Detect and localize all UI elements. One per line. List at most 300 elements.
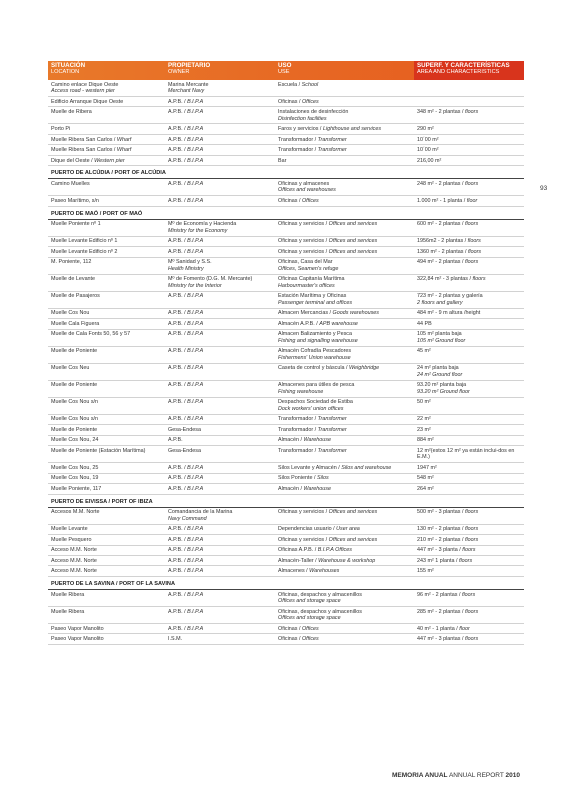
cell-text: A.P.B. / <box>168 136 188 143</box>
cell-text: Oficinas y servicios / <box>278 221 329 228</box>
table-row <box>48 135 524 145</box>
cell-location <box>48 237 165 246</box>
cell-use <box>275 607 414 623</box>
cell-use <box>275 556 414 565</box>
table-row <box>48 220 524 237</box>
cell-text: Muelle de Poniente <box>51 382 98 389</box>
cell-translation: B.I.P.A <box>187 526 204 533</box>
cell-area <box>414 97 524 106</box>
table-row <box>48 275 524 292</box>
cell-translation: B.I.P.A <box>187 331 204 338</box>
cell-translation: Weighbridge <box>349 365 380 372</box>
cell-translation: floors <box>464 109 479 116</box>
cell-use <box>275 436 414 445</box>
cell-text: 96 m² - 2 plantas / <box>417 591 462 598</box>
cell-text: A.P.B. / <box>168 348 188 355</box>
header-location: SITUACIÓN LOCATION <box>51 62 86 75</box>
cell-location <box>48 97 165 106</box>
cell-text: Muelle de Ribera <box>51 109 92 116</box>
cell-translation: floors <box>467 248 482 255</box>
cell-translation: Ministry for the Interior <box>168 282 222 289</box>
cell-use <box>275 107 414 123</box>
cell-area <box>414 220 524 236</box>
cell-text: A.P.B. <box>168 437 183 444</box>
cell-owner <box>165 347 275 363</box>
cell-text: 40 m² - 1 planta / <box>417 625 460 632</box>
cell-location <box>48 179 165 195</box>
cell-location <box>48 107 165 123</box>
table-row <box>48 364 524 381</box>
cell-text: 290 m² <box>417 126 434 133</box>
cell-translation: Warehouses <box>309 568 340 575</box>
table-row <box>48 398 524 415</box>
cell-translation: Transformer <box>317 416 347 423</box>
cell-area <box>414 381 524 397</box>
cell-translation: B.I.P.A <box>187 416 204 423</box>
cell-text: Muelle Pesquero <box>51 536 92 543</box>
cell-text: Almacen Balizamiento y Pesca <box>278 331 353 338</box>
cell-area <box>414 590 524 606</box>
cell-text: Camino enlace Dique Oeste <box>51 81 119 88</box>
cell-text: Acceso M.M. Norte <box>51 547 97 554</box>
cell-text: 264 m² <box>417 485 434 492</box>
cell-text: A.P.B. / <box>168 310 188 317</box>
cell-translation: B.I.P.A <box>187 293 204 300</box>
cell-location <box>48 292 165 308</box>
cell-text: Transformador / <box>278 136 318 143</box>
cell-translation: Western pier <box>94 157 125 164</box>
cell-text: Acceso M.M. Norte <box>51 557 97 564</box>
cell-translation: Offices and storage space <box>278 615 341 622</box>
cell-text: Oficinas / <box>278 197 302 204</box>
cell-translation: floors <box>464 526 479 533</box>
cell-translation: B.I.P.A <box>187 547 204 554</box>
cell-text: A.P.B. / <box>168 126 188 133</box>
cell-text: Muelle Levante Edificio nº 2 <box>51 248 118 255</box>
cell-text: Oficinas y servicios / <box>278 536 329 543</box>
cell-translation: B.I.P.A <box>187 248 204 255</box>
cell-translation: Lighthouse and services <box>322 126 382 133</box>
cell-translation: B.I.P.A <box>187 536 204 543</box>
cell-owner <box>165 80 275 96</box>
cell-location <box>48 463 165 472</box>
cell-text: 447 m² - 3 planta / <box>417 547 463 554</box>
cell-owner <box>165 446 275 462</box>
cell-use <box>275 237 414 246</box>
table-row <box>48 463 524 473</box>
cell-text: Oficinas, Casa del Mar <box>278 259 333 266</box>
cell-text: Estación Marítima y Oficinas <box>278 293 347 300</box>
cell-text: Oficinas A.P.B. / <box>278 547 318 554</box>
cell-text: Escuela / <box>278 81 302 88</box>
cell-location <box>48 398 165 414</box>
cell-text: Muelle Cos Nou s/n <box>51 399 99 406</box>
cell-translation: floors <box>467 238 481 245</box>
cell-owner <box>165 309 275 318</box>
cell-use <box>275 247 414 256</box>
cell-use <box>275 566 414 575</box>
cell-text: Muelle de Poniente (Estación Marítima) <box>51 447 146 454</box>
section-title: PUERTO DE MAÓ / PORT OF MAÓ <box>48 209 524 220</box>
cell-use <box>275 624 414 633</box>
cell-translation: B.I.P.A <box>187 157 204 164</box>
cell-owner <box>165 381 275 397</box>
cell-owner <box>165 590 275 606</box>
cell-translation: Offices and services <box>328 509 378 516</box>
cell-translation: Offices, Seamen's refuge <box>278 265 339 272</box>
cell-text: Muelle de Poniente <box>51 426 98 433</box>
cell-area <box>414 156 524 165</box>
cell-text: A.P.B. / <box>168 331 188 338</box>
cell-translation: B.I.P.A <box>187 238 204 245</box>
cell-translation: floors <box>472 276 486 283</box>
cell-location <box>48 474 165 483</box>
table-row <box>48 415 524 425</box>
cell-text: A.P.B. / <box>168 591 188 598</box>
cell-text: Oficinas, despachos y almacenillos <box>278 591 362 598</box>
cell-use <box>275 258 414 274</box>
cell-text: A.P.B. / <box>168 147 188 154</box>
cell-location <box>48 446 165 462</box>
cell-translation: floors <box>464 636 479 642</box>
table-row <box>48 474 524 484</box>
cell-text: 10´00 m² <box>417 147 439 154</box>
cell-area <box>414 634 524 643</box>
cell-location <box>48 425 165 434</box>
cell-text: Muelle Levante Edificio nº 1 <box>51 238 118 245</box>
cell-location <box>48 508 165 524</box>
cell-text: Silos Poniente / <box>278 475 317 482</box>
cell-text: Acceso M.M. Norte <box>51 568 97 575</box>
cell-owner <box>165 546 275 555</box>
cell-area <box>414 275 524 291</box>
cell-area <box>414 624 524 633</box>
cell-text: Accesos M.M. Norte <box>51 509 100 516</box>
cell-text: Dependencias usuario / <box>278 526 337 533</box>
cell-text: M. Poniente, 112 <box>51 259 92 266</box>
cell-translation: Warehouse & workshop <box>318 557 376 564</box>
cell-area <box>414 556 524 565</box>
cell-area <box>414 237 524 246</box>
cell-location <box>48 145 165 154</box>
cell-text: Almacenes / <box>278 568 310 575</box>
cell-owner <box>165 436 275 445</box>
cell-text: A.P.B. / <box>168 625 188 632</box>
cell-text: 12 m²(estos 12 m² ya están inclui-dos en E.M.) <box>417 447 515 461</box>
cell-area <box>414 607 524 623</box>
cell-text: Dique del Oeste / <box>51 157 95 164</box>
cell-text: 548 m² <box>417 475 434 482</box>
table-header <box>48 61 524 80</box>
cell-area <box>414 436 524 445</box>
cell-text: Comandancia de la Marina <box>168 509 233 516</box>
cell-translation: Transformer <box>317 426 347 433</box>
cell-text: 447 m² - 3 plantas / <box>417 636 465 642</box>
cell-translation: Offices and services <box>328 238 378 245</box>
cell-text: Porto Pi <box>51 126 71 133</box>
cell-translation: floors <box>464 536 479 543</box>
cell-text: Almacén / <box>278 485 304 492</box>
cell-text: A.P.B. / <box>168 464 188 471</box>
cell-text: Transformador / <box>278 416 318 423</box>
cell-owner <box>165 463 275 472</box>
cell-translation: floors <box>458 557 473 564</box>
cell-translation: Offices <box>301 197 319 204</box>
cell-use <box>275 80 414 96</box>
cell-text: 1360 m² - 2 plantas / <box>417 248 468 255</box>
cell-text: Muelle de Levante <box>51 276 96 283</box>
cell-translation: School <box>301 81 319 88</box>
cell-text: 1.000 m² - 1 planta / <box>417 197 467 204</box>
table-row <box>48 292 524 309</box>
cell-translation: Transformer <box>317 147 347 154</box>
cell-translation: Silos and warehouse <box>341 464 392 471</box>
cell-translation: Health Ministry <box>168 265 204 272</box>
cell-translation: B.I.P.A <box>187 98 204 105</box>
cell-text: 105 m² planta baja <box>417 331 462 338</box>
cell-location <box>48 258 165 274</box>
table-row <box>48 258 524 275</box>
cell-owner <box>165 508 275 524</box>
cell-text: Almacenes para útiles de pesca <box>278 382 355 389</box>
cell-text: A.P.B. / <box>168 526 188 533</box>
cell-owner <box>165 398 275 414</box>
cell-area <box>414 415 524 424</box>
cell-text: A.P.B. / <box>168 475 188 482</box>
cell-text: Almacén A.P.B. / <box>278 320 320 327</box>
cell-area <box>414 508 524 524</box>
section-title: PUERTO DE ALCÚDIA / PORT OF ALCÚDIA <box>48 168 524 179</box>
cell-text: Muelle Ribera <box>51 591 85 598</box>
cell-location <box>48 556 165 565</box>
cell-use <box>275 135 414 144</box>
cell-area <box>414 398 524 414</box>
table-row <box>48 237 524 247</box>
table-row <box>48 508 524 525</box>
table-row <box>48 156 524 166</box>
cell-translation: B.I.P.A <box>187 464 204 471</box>
cell-text: A.P.B. / <box>168 399 188 406</box>
cell-translation: Offices and services <box>328 536 378 543</box>
cell-area <box>414 309 524 318</box>
cell-text: Gesa-Endesa <box>168 426 201 433</box>
cell-text: 22 m² <box>417 416 431 423</box>
cell-translation: Offices and services <box>328 221 378 228</box>
footer-rest: ANNUAL REPORT <box>447 772 506 779</box>
cell-text: Oficinas / <box>278 98 302 105</box>
cell-text: A.P.B. / <box>168 320 188 327</box>
cell-use <box>275 179 414 195</box>
cell-text: A.P.B. / <box>168 98 188 105</box>
cell-text: Muelle de Pasajeros <box>51 293 100 300</box>
cell-area <box>414 135 524 144</box>
cell-owner <box>165 319 275 328</box>
cell-text: Mº Sanidad y S.S. <box>168 259 212 266</box>
cell-translation: 105 m² Ground floor <box>417 337 466 344</box>
cell-text: Muelle Cos Neu <box>51 365 90 372</box>
cell-use <box>275 309 414 318</box>
cell-text: 93.20 m² planta baja <box>417 382 467 389</box>
cell-translation: B.I.P.A Offices <box>317 547 352 554</box>
table-row <box>48 607 524 624</box>
table-row <box>48 145 524 155</box>
cell-text: Oficinas y servicios / <box>278 509 329 516</box>
cell-translation: User area <box>336 526 360 533</box>
cell-text: A.P.B. / <box>168 608 188 615</box>
cell-translation: B.I.P.A <box>187 399 204 406</box>
footer <box>392 772 520 779</box>
cell-text: A.P.B. / <box>168 485 188 492</box>
cell-location <box>48 347 165 363</box>
cell-owner <box>165 415 275 424</box>
cell-location <box>48 156 165 165</box>
cell-area <box>414 474 524 483</box>
cell-translation: floors <box>462 547 476 554</box>
cell-text: Muelle Poniente, 117 <box>51 485 102 492</box>
cell-text: Muelle Ribera San Carlos / <box>51 136 117 143</box>
cell-text: Paseo Marítimo, s/n <box>51 197 99 204</box>
cell-translation: Warehouse <box>303 437 331 444</box>
cell-text: 285 m² - 2 plantas / <box>417 608 465 615</box>
cell-text: Muelle Ribera <box>51 608 85 615</box>
table-row <box>48 319 524 329</box>
page-number: 93 <box>540 185 548 192</box>
cell-text: 10´00 m² <box>417 136 439 143</box>
cell-use <box>275 381 414 397</box>
cell-owner <box>165 525 275 534</box>
cell-text: Camino Muelles <box>51 180 90 187</box>
cell-text: Almacen Mercancias / <box>278 310 333 317</box>
cell-area <box>414 107 524 123</box>
header-owner: PROPIETARIO OWNER <box>168 62 211 75</box>
cell-text: Transformador / <box>278 447 318 454</box>
cell-use <box>275 196 414 205</box>
cell-owner <box>165 179 275 195</box>
cell-translation: Offices <box>301 625 319 632</box>
table-row <box>48 436 524 446</box>
cell-location <box>48 220 165 236</box>
cell-translation: floors <box>464 221 479 228</box>
cell-location <box>48 590 165 606</box>
cell-use <box>275 145 414 154</box>
cell-text: A.P.B. / <box>168 248 188 255</box>
cell-text: Edificio Arranque Dique Oeste <box>51 98 124 105</box>
cell-text: A.P.B. / <box>168 547 188 554</box>
cell-text: Muelle Cos Nou, 19 <box>51 475 99 482</box>
cell-translation: B.I.P.A <box>187 109 204 116</box>
table-row <box>48 80 524 97</box>
cell-translation: B.I.P.A <box>187 348 204 355</box>
cell-owner <box>165 275 275 291</box>
cell-location <box>48 566 165 575</box>
cell-translation: Fishing and signalling warehouse <box>278 337 358 344</box>
cell-translation: B.I.P.A <box>187 557 204 564</box>
table-body <box>48 80 524 645</box>
cell-use <box>275 97 414 106</box>
cell-use <box>275 463 414 472</box>
cell-translation: B.I.P.A <box>187 180 204 187</box>
cell-translation: B.I.P.A <box>187 147 204 154</box>
cell-translation: B.I.P.A <box>187 608 204 615</box>
cell-use <box>275 484 414 493</box>
cell-use <box>275 275 414 291</box>
cell-translation: Warehouse <box>303 485 331 492</box>
cell-translation: Transformer <box>317 136 347 143</box>
cell-text: Mº de Economía y Hacienda <box>168 221 237 228</box>
cell-owner <box>165 624 275 633</box>
table-row <box>48 179 524 196</box>
cell-text: Paseo Vapor Manolito <box>51 636 104 642</box>
cell-translation: Silos <box>316 475 329 482</box>
cell-owner <box>165 484 275 493</box>
cell-area <box>414 124 524 133</box>
header-use: USO USE <box>278 62 292 75</box>
cell-area <box>414 319 524 328</box>
cell-location <box>48 415 165 424</box>
cell-translation: Offices <box>301 636 319 642</box>
cell-use <box>275 347 414 363</box>
cell-text: 1947 m² <box>417 464 437 471</box>
cell-text: 216,00 m² <box>417 157 442 164</box>
footer-year: 2010 <box>505 772 521 779</box>
cell-owner <box>165 237 275 246</box>
cell-owner <box>165 196 275 205</box>
cell-translation: floors <box>464 180 479 187</box>
cell-translation: floors <box>461 591 476 598</box>
cell-use <box>275 474 414 483</box>
table-row <box>48 381 524 398</box>
cell-text: Oficinas y servicios / <box>278 238 329 245</box>
table-row <box>48 535 524 545</box>
cell-translation: Fishing warehouse <box>278 388 324 395</box>
cell-translation: 24 m² Ground floor <box>417 371 463 378</box>
table-row <box>48 247 524 257</box>
cell-text: Almacén Cofradía Pescadores <box>278 348 352 355</box>
cell-text: 723 m² - 2 plantas y galería <box>417 293 483 300</box>
cell-owner <box>165 607 275 623</box>
table-row <box>48 97 524 107</box>
cell-location <box>48 124 165 133</box>
cell-text: 884 m² <box>417 437 434 444</box>
cell-owner <box>165 556 275 565</box>
cell-translation: Harbourmaster's offices <box>278 282 335 289</box>
cell-text: 24 m² planta baja <box>417 365 459 372</box>
table-row <box>48 309 524 319</box>
cell-text: 210 m² - 2 plantas / <box>417 536 465 543</box>
cell-translation: Goods warehouses <box>332 310 379 317</box>
cell-translation: B.I.P.A <box>187 136 204 143</box>
cell-text: Muelle Ribera San Carlos / <box>51 147 117 154</box>
cell-use <box>275 319 414 328</box>
cell-text: Gesa-Endesa <box>168 447 201 454</box>
cell-use <box>275 508 414 524</box>
cell-area <box>414 247 524 256</box>
cell-text: Instalaciones de desinfección <box>278 109 349 116</box>
cell-text: Mº de Fomento (D.G. M. Mercante) <box>168 276 253 283</box>
table-row <box>48 566 524 576</box>
cell-text: 130 m² - 2 plantas / <box>417 526 465 533</box>
cell-text: Muelle Cos Nou, 24 <box>51 437 99 444</box>
cell-text: Almacén-Taller / <box>278 557 319 564</box>
cell-translation: Merchant Navy <box>168 88 205 95</box>
cell-area <box>414 463 524 472</box>
table-row <box>48 446 524 463</box>
cell-area <box>414 364 524 380</box>
cell-location <box>48 309 165 318</box>
cell-translation: Passenger terminal and offices <box>278 299 353 306</box>
table-row <box>48 556 524 566</box>
cell-owner <box>165 247 275 256</box>
